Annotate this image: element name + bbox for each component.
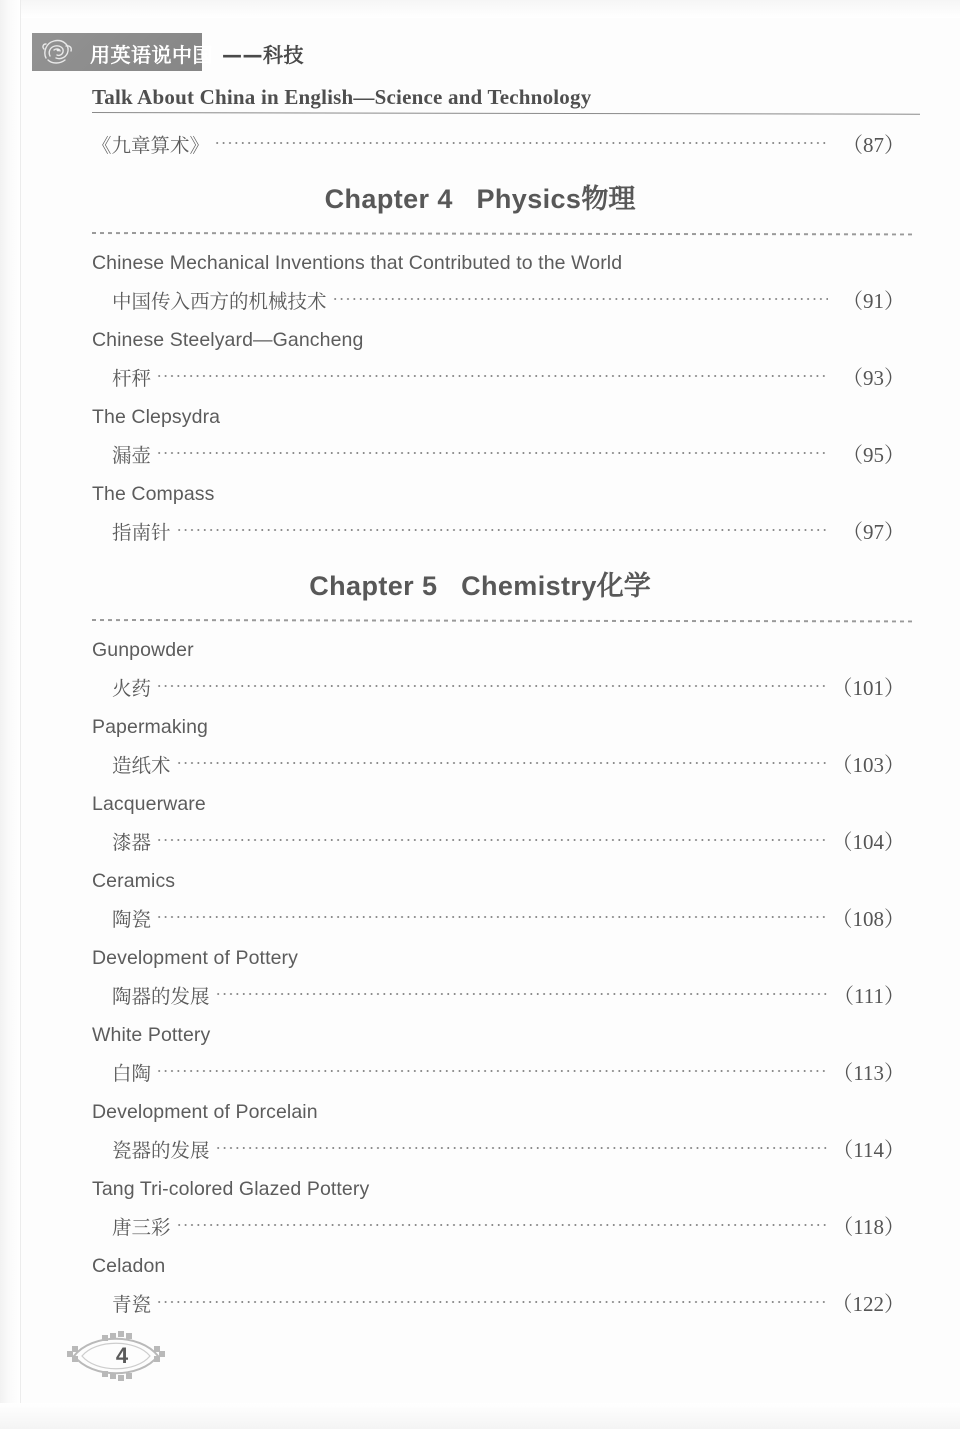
page-header — [32, 33, 912, 73]
toc-entry-row[interactable] — [0, 900, 960, 939]
toc-entry-title-zh: 指南针 — [112, 521, 171, 544]
dot-leader — [176, 758, 827, 768]
toc-entry-row[interactable] — [0, 977, 960, 1016]
toc-entry-title-en: Chinese Steelyard—Gancheng — [92, 329, 364, 351]
toc-entry-row[interactable] — [0, 436, 960, 475]
toc-entry-title-en: Celadon — [92, 1255, 166, 1277]
toc-entry-row[interactable] — [0, 823, 960, 862]
toc-entry-row[interactable] — [0, 669, 960, 708]
chapter-heading-zh: 物理 — [581, 184, 636, 215]
toc-entry-row[interactable] — [0, 1131, 960, 1170]
chapter-heading-en: Chapter 4 Physics — [324, 184, 582, 214]
dot-leader — [156, 912, 826, 922]
toc-entry-page: （103） — [831, 753, 905, 777]
toc-entry-title-zh: 中国传入西方的机械技术 — [112, 290, 327, 313]
toc-entry-title-en: The Clepsydra — [92, 406, 221, 428]
toc-entry-title-zh: 漏壶 — [112, 444, 152, 467]
chapter-heading — [0, 165, 960, 216]
dot-leader — [176, 525, 828, 535]
toc-entry-page: （91） — [842, 289, 905, 313]
phoenix-emblem-icon — [40, 37, 74, 68]
toc-entry-title-en: Chinese Mechanical Inventions that Contributed to the World — [92, 252, 623, 274]
toc-entry-row[interactable] — [0, 513, 960, 552]
toc-entry-title-en: Development of Pottery — [92, 947, 298, 969]
toc-entry-page: （101） — [831, 676, 905, 700]
toc-entry-page: （95） — [842, 443, 905, 467]
dot-leader — [156, 371, 828, 381]
toc-entry-title-en: Development of Porcelain — [92, 1101, 318, 1123]
running-head-rule — [92, 112, 920, 115]
toc-entry-page: （87） — [842, 133, 905, 157]
chapter-divider — [92, 232, 912, 235]
toc-entry-title-en: Gunpowder — [92, 639, 194, 661]
chapter-divider — [92, 619, 912, 622]
toc-entry-page: （114） — [832, 1138, 905, 1162]
toc-entry-title-en: Lacquerware — [92, 793, 206, 815]
toc-entry-title-en: Ceramics — [92, 870, 176, 892]
toc-entry-row[interactable] — [0, 282, 960, 321]
dot-leader — [332, 294, 828, 304]
toc-entry-row[interactable] — [0, 1208, 960, 1247]
toc-entry-title-zh: 漆器 — [112, 831, 152, 854]
toc-entry-row[interactable] — [0, 1285, 960, 1324]
header-subtitle-zh: ——科技 — [222, 43, 304, 67]
toc-entry-page: （118） — [832, 1215, 905, 1239]
dot-leader — [215, 989, 828, 999]
toc-entry-row[interactable] — [0, 126, 960, 165]
toc-entry-title-zh: 青瓷 — [112, 1293, 152, 1316]
scan-edge-bottom — [0, 1403, 960, 1429]
dot-leader — [156, 1297, 826, 1307]
page-number: 4 — [115, 1343, 129, 1368]
chapter-heading-en: Chapter 5 Chemistry — [309, 571, 597, 601]
dot-leader — [156, 448, 828, 458]
dot-leader — [214, 138, 828, 148]
toc-entry-page: （93） — [842, 366, 905, 390]
toc-entry-title-zh: 造纸术 — [112, 754, 171, 777]
toc-entry-row[interactable] — [0, 1054, 960, 1093]
toc-entry-page: （111） — [833, 984, 905, 1008]
toc-entry-row[interactable] — [0, 359, 960, 398]
toc-entry-page: （104） — [831, 830, 905, 854]
toc-entry-title-zh: 唐三彩 — [112, 1216, 171, 1239]
toc-entry-row[interactable] — [0, 746, 960, 785]
toc-entry-page: （122） — [831, 1292, 905, 1316]
dot-leader — [156, 1066, 827, 1076]
dot-leader — [176, 1220, 828, 1230]
chapter-heading-zh: 化学 — [596, 571, 651, 602]
dot-leader — [156, 681, 826, 691]
toc-entry-title-en: White Pottery — [92, 1024, 211, 1046]
toc-entry-page: （97） — [842, 520, 905, 544]
scan-edge-top — [0, 0, 960, 18]
toc-entry-title-zh: 火药 — [112, 677, 152, 700]
dot-leader — [156, 835, 826, 845]
toc-entry-title-zh: 陶器的发展 — [112, 985, 210, 1008]
chapter-heading — [0, 552, 960, 603]
toc-entry-page: （113） — [832, 1061, 905, 1085]
dot-leader — [215, 1143, 828, 1153]
table-of-contents — [0, 126, 960, 1324]
page-folio — [62, 1325, 182, 1387]
toc-entry-title-zh: 杆秤 — [112, 367, 152, 390]
toc-entry-title-zh: 陶瓷 — [112, 908, 152, 931]
toc-entry-title-zh: 白陶 — [112, 1062, 152, 1085]
toc-entry-page: （108） — [831, 907, 905, 931]
toc-entry-title-en: Tang Tri-colored Glazed Pottery — [92, 1178, 370, 1200]
header-title-zh: 用英语说中国 — [90, 43, 213, 67]
toc-entry-title-zh: 《九章算术》 — [92, 134, 210, 157]
toc-entry-title-en: Papermaking — [92, 716, 208, 738]
toc-entry-title-zh: 瓷器的发展 — [112, 1139, 210, 1162]
toc-entry-title-en: The Compass — [92, 483, 215, 505]
running-head: Talk About China in English—Science and Technology — [92, 85, 592, 109]
